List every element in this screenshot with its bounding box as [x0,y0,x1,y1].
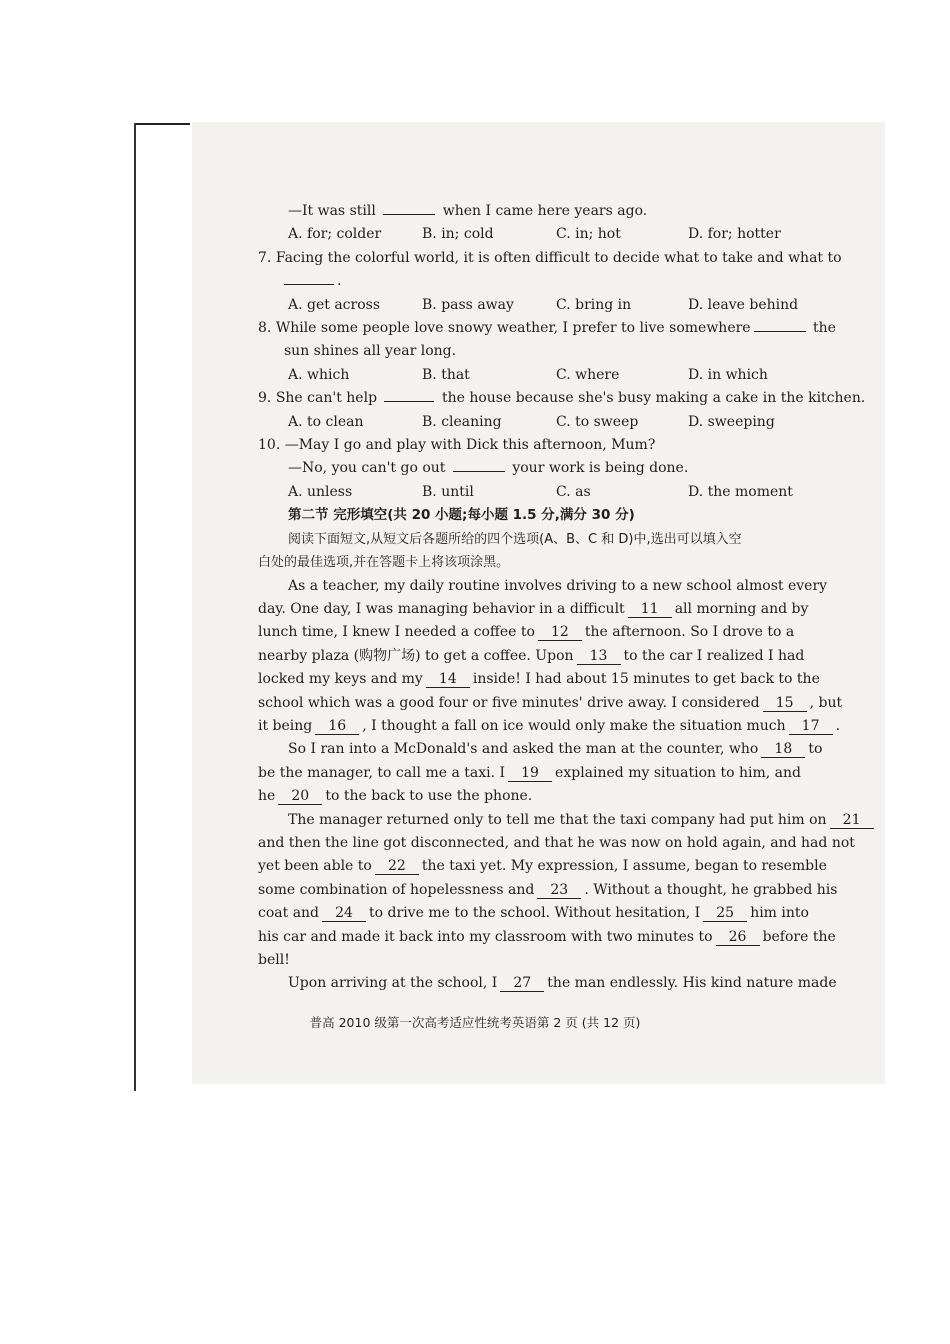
option: A. to clean [288,413,364,430]
q9-options [258,411,820,434]
footer-page-count: (共 12 页) [581,1015,641,1030]
q8-options [258,364,820,387]
q10-line: 10. —May I go and play with Dick this afternoon, Mum? [258,437,656,454]
cloze-blank: 15 [763,695,807,712]
option: B. in; cold [422,226,494,243]
cloze-blank: 25 [703,905,747,922]
answer-blank [453,471,505,472]
cloze-blank: 22 [375,858,419,875]
passage-line: his car and made it back into my classroom with two minutes to 26 before the [258,928,836,945]
q7-blank-line: . [258,270,820,293]
passage-line: day. One day, I was managing behavior in a difficult 11 all morning and by [258,600,809,617]
passage-line: coat and 24 to drive me to the school. Without hesitation, I 25 him into [258,905,809,922]
cloze-blank: 14 [426,671,470,688]
option: A. which [288,366,350,383]
section-heading: 第二节 完形填空(共 20 小题;每小题 1.5 分,满分 30 分) [288,507,635,524]
cloze-blank: 27 [500,975,544,992]
option: D. leave behind [688,296,799,313]
q8-line: 8. While some people love snowy weather, I prefer to live somewhere the [258,320,836,337]
instruction-line: 白处的最佳选项,并在答题卡上将该项涂黑。 [258,555,510,571]
passage-line: it being 16 , I thought a fall on ice would only make the situation much 17 . [258,717,841,734]
answer-blank [384,401,434,402]
passage-line: lunch time, I knew I needed a coffee to 12 the afternoon. So I drove to a [258,624,795,641]
passage-line: locked my keys and my 14 inside! I had about 15 minutes to get back to the [258,671,820,688]
passage-line: The manager returned only to tell me that the taxi company had put him on 21 [258,809,820,832]
option: A. unless [288,483,353,500]
q9-line: 9. She can't help the house because she's busy making a cake in the kitchen. [258,390,866,407]
passage-line: Upon arriving at the school, I 27 the man endlessly. His kind nature made [288,975,837,992]
q7-options [258,294,820,317]
passage-line: some combination of hopelessness and 23 . Without a thought, he grabbed his [258,881,838,898]
cloze-blank: 11 [628,601,672,618]
q10-options [258,481,820,504]
option: C. bring in [556,296,632,313]
option: B. cleaning [422,413,502,430]
cloze-blank: 13 [577,648,621,665]
passage-line: be the manager, to call me a taxi. I 19 explained my situation to him, and [258,764,801,781]
cloze-blank: 12 [538,624,582,641]
option: D. the moment [688,483,793,500]
option: D. sweeping [688,413,775,430]
passage-line: As a teacher, my daily routine involves driving to a new school almost every [288,577,828,594]
page-footer [0,1013,950,1031]
answer-blank [754,331,806,332]
passage-line: yet been able to 22 the taxi yet. My expression, I assume, began to resemble [258,858,827,875]
answer-blank [383,214,435,215]
option: B. that [422,366,470,383]
cloze-blank: 21 [830,812,874,829]
exam-content [258,200,866,996]
option: C. in; hot [556,226,621,243]
answer-blank [284,284,334,285]
cloze-blank: 23 [537,882,581,899]
passage-line: nearby plaza (购物广场) to get a coffee. Upon 13 to the car I realized I had [258,647,805,664]
cloze-blank: 16 [315,718,359,735]
passage-line: So I ran into a McDonald's and asked the man at the counter, who 18 to [288,741,823,758]
page-edge-line [134,123,136,1091]
q6-options [258,223,820,246]
option: D. in which [688,366,768,383]
footer-title: 普高 2010 级第一次高考适应性统考英语第 2 页 [309,1015,578,1030]
q7-line: 7. Facing the colorful world, it is often difficult to decide what to take and what to [258,249,842,266]
cloze-blank: 18 [761,741,805,758]
cloze-blank: 19 [508,765,552,782]
corner-mark [136,123,190,125]
option: B. pass away [422,296,514,313]
option: A. get across [288,296,381,313]
passage-line: bell! [258,952,290,968]
option: C. where [556,366,620,383]
option: A. for; colder [288,226,382,243]
option: B. until [422,483,474,500]
instruction-line: 阅读下面短文,从短文后各题所给的四个选项(A、B、C 和 D)中,选出可以填入空 [288,531,742,547]
option: C. as [556,483,591,500]
passage-line: he 20 to the back to use the phone. [258,788,533,805]
q6-line: —It was still when I came here years ago. [288,203,648,219]
q10-line2: —No, you can't go out your work is being done. [288,460,689,477]
cloze-blank: 24 [322,905,366,922]
q8-line2: sun shines all year long. [284,343,457,360]
cloze-blank: 26 [716,929,760,946]
option: D. for; hotter [688,226,781,243]
passage-line: and then the line got disconnected, and that he was now on hold again, and had not [258,834,855,851]
option: C. to sweep [556,413,639,430]
passage-line: school which was a good four or five minutes' drive away. I considered 15 , but [258,694,843,711]
cloze-blank: 17 [789,718,833,735]
cloze-blank: 20 [278,788,322,805]
